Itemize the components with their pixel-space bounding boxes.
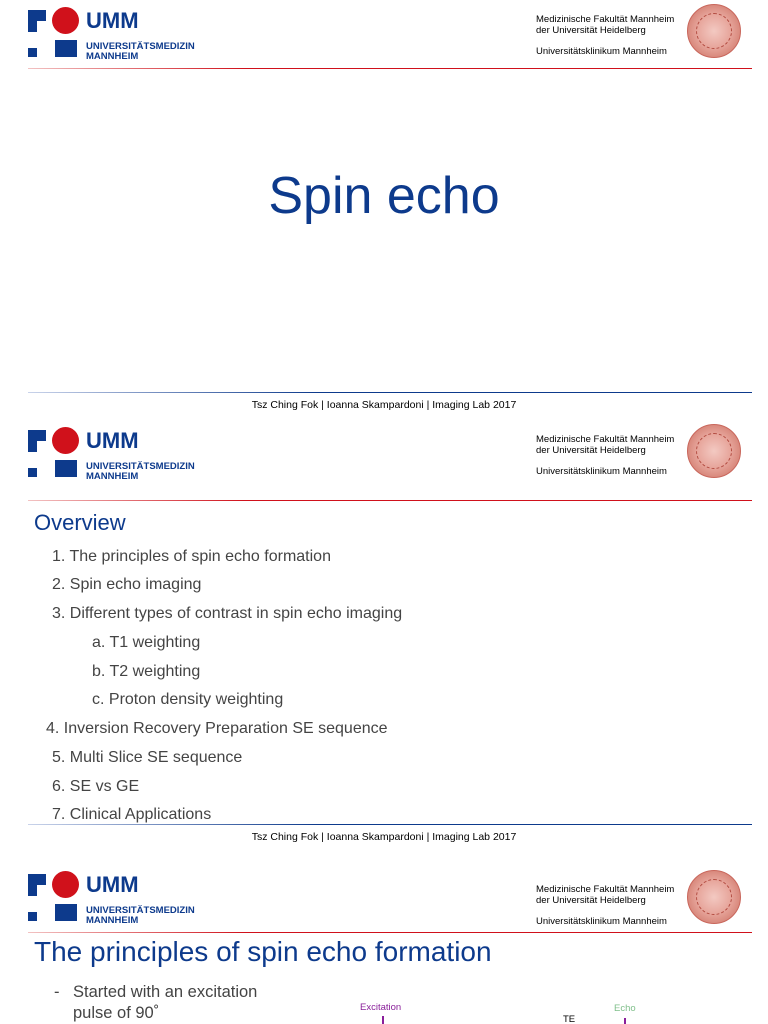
faculty-line: Medizinische Fakultät Mannheim <box>536 14 675 25</box>
faculty-line: Medizinische Fakultät Mannheim <box>536 434 675 445</box>
excitation-label: Excitation <box>360 1002 402 1013</box>
logo-subtitle: UNIVERSITÄTSMEDIZIN <box>86 41 195 52</box>
logo-square <box>28 48 37 57</box>
logo-red-circle-icon <box>52 427 79 454</box>
logo-square <box>55 40 77 57</box>
logo-subtitle: MANNHEIM <box>86 915 139 926</box>
clinic-name: Universitätsklinikum Mannheim <box>536 466 667 477</box>
logo-square <box>55 904 77 921</box>
university-seal-icon <box>687 4 741 58</box>
clinic-name: Universitätsklinikum Mannheim <box>536 916 667 927</box>
faculty-line: Medizinische Fakultät Mannheim <box>536 884 675 895</box>
excitation-pulse-marker <box>382 1016 384 1024</box>
bullet-dash: - <box>54 983 60 1001</box>
umm-logo <box>28 6 193 62</box>
university-seal-icon <box>687 424 741 478</box>
te-label: TE <box>563 1014 576 1024</box>
header-divider <box>28 68 752 69</box>
logo-red-circle-icon <box>52 7 79 34</box>
slide-heading: The principles of spin echo formation <box>34 936 492 967</box>
footer-divider <box>28 824 752 825</box>
list-item: b. T2 weighting <box>92 663 201 680</box>
list-item: 3. Different types of contrast in spin echo imaging <box>52 605 403 622</box>
echo-marker <box>624 1018 626 1024</box>
bullet-text: pulse of 90˚ <box>73 1004 160 1022</box>
list-item: 1. The principles of spin echo formation <box>52 548 331 565</box>
list-item: 4. Inversion Recovery Preparation SE sequence <box>46 720 388 737</box>
clinic-name: Universitätsklinikum Mannheim <box>536 46 667 57</box>
logo-subtitle: MANNHEIM <box>86 471 139 482</box>
logo-square <box>28 468 37 477</box>
logo-text: UMM <box>86 428 139 453</box>
faculty-line: der Universität Heidelberg <box>536 25 646 36</box>
faculty-name <box>536 434 674 456</box>
logo-square <box>28 912 37 921</box>
faculty-name <box>536 884 674 906</box>
slide-footer: Tsz Ching Fok | Ioanna Skampardoni | Imaging Lab 2017 <box>251 831 517 843</box>
spin-echo-principles-slide <box>0 850 768 1024</box>
overview-slide <box>0 420 768 850</box>
logo-square <box>28 430 37 452</box>
faculty-name <box>536 14 674 36</box>
slide-footer: Tsz Ching Fok | Ioanna Skampardoni | Imaging Lab 2017 <box>251 399 517 411</box>
title-slide <box>0 0 768 420</box>
logo-subtitle: MANNHEIM <box>86 51 139 62</box>
bullet-text: Started with an excitation <box>73 983 258 1001</box>
echo-label: Echo <box>614 1003 636 1014</box>
logo-text: UMM <box>86 872 139 897</box>
list-item: 6. SE vs GE <box>52 778 140 795</box>
university-seal-icon <box>687 870 741 924</box>
faculty-line: der Universität Heidelberg <box>536 445 646 456</box>
umm-logo <box>28 870 193 926</box>
footer-divider <box>28 392 752 393</box>
list-item: 7. Clinical Applications <box>52 806 212 823</box>
logo-square <box>55 460 77 477</box>
slide-heading: Overview <box>34 510 126 535</box>
list-item: 5. Multi Slice SE sequence <box>52 749 243 766</box>
slide-title: Spin echo <box>268 167 500 225</box>
logo-text: UMM <box>86 8 139 33</box>
list-item: a. T1 weighting <box>92 634 201 651</box>
faculty-line: der Universität Heidelberg <box>536 895 646 906</box>
header-divider <box>28 500 752 501</box>
logo-red-circle-icon <box>52 871 79 898</box>
header-divider <box>28 932 752 933</box>
list-item: c. Proton density weighting <box>92 691 284 708</box>
umm-logo <box>28 426 193 482</box>
list-item: 2. Spin echo imaging <box>52 576 202 593</box>
logo-square <box>28 10 37 32</box>
logo-subtitle: UNIVERSITÄTSMEDIZIN <box>86 905 195 916</box>
logo-subtitle: UNIVERSITÄTSMEDIZIN <box>86 461 195 472</box>
logo-square <box>28 874 37 896</box>
